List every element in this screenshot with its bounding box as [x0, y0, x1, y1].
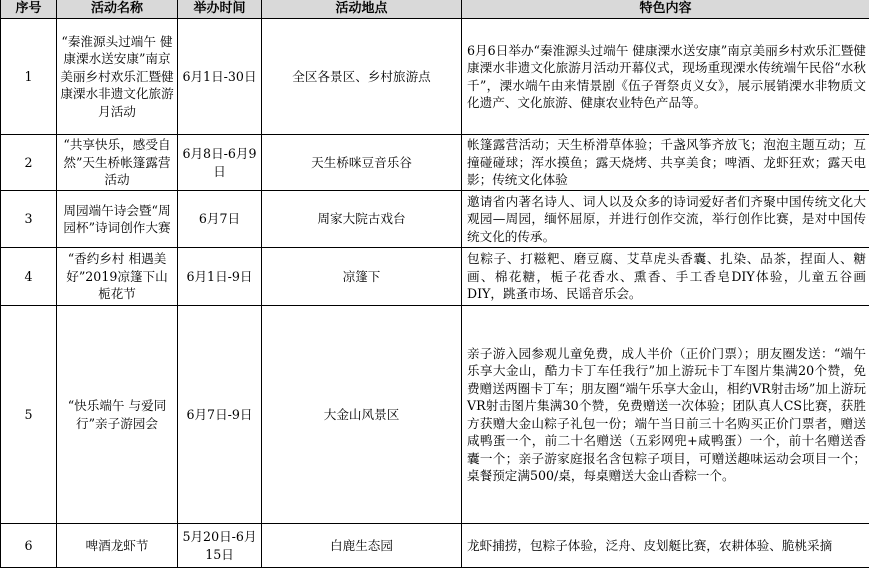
- table-row: [1, 135, 869, 191]
- table-row: [1, 524, 869, 568]
- activity-place: 周家大院古戏台: [262, 191, 462, 248]
- activity-time: 6月1日-9日: [178, 248, 262, 306]
- row-number: 2: [1, 135, 57, 191]
- activity-name: 啤酒龙虾节: [57, 524, 178, 568]
- header-activity-name: 活动名称: [57, 0, 178, 19]
- activity-name: “共享快乐，感受自然”天生桥帐篷露营活动: [57, 135, 178, 191]
- activity-features: 邀请省内著名诗人、词人以及众多的诗词爱好者们齐聚中国传统文化大观园—周园，缅怀屈原，并进行创作交流，举行创作比赛，是对中国传统文化的传承。: [462, 191, 869, 248]
- activity-features: 龙虾捕捞，包粽子体验，泛舟、皮划艇比赛，农耕体验、脆桃采摘: [462, 524, 869, 568]
- activity-features: 包粽子、打糍粑、磨豆腐、艾草虎头香囊、扎染、品茶，捏面人、糖画、棉花糖，栀子花香水、熏香、手工香皂DIY体验，儿童五谷画DIY，跳蚤市场、民谣音乐会。: [462, 248, 869, 306]
- activity-name: “秦淮源头过端午 健康溧水送安康”南京美丽乡村欢乐汇暨健康溧水非遗文化旅游月活动: [57, 19, 178, 135]
- row-number: 6: [1, 524, 57, 568]
- activity-time: 6月1日-30日: [178, 19, 262, 135]
- row-number: 1: [1, 19, 57, 135]
- activity-place: 大金山风景区: [262, 306, 462, 524]
- activity-features: 6月6日举办“秦淮源头过端午 健康溧水送安康”南京美丽乡村欢乐汇暨健康溧水非遗文化旅游月活动开幕仪式，现场重现溧水传统端午民俗“水秋千”，溧水端午由来情景剧《伍子胥祭贞义女》，展示展销溧水非物质文化遗产、文化旅游、健康农业特色产品等。: [462, 19, 869, 135]
- table-row: [1, 248, 869, 306]
- activity-name: “快乐端午 与爱同行”亲子游园会: [57, 306, 178, 524]
- activity-name: “香约乡村 相遇美好”2019凉篷下山栀花节: [57, 248, 178, 306]
- activity-place: 全区各景区、乡村旅游点: [262, 19, 462, 135]
- activity-time: 5月20日-6月15日: [178, 524, 262, 568]
- activity-name: 周园端午诗会暨“周园杯”诗词创作大赛: [57, 191, 178, 248]
- row-number: 3: [1, 191, 57, 248]
- header-time: 举办时间: [178, 0, 262, 19]
- table-row: [1, 191, 869, 248]
- row-number: 4: [1, 248, 57, 306]
- header-features: 特色内容: [462, 0, 869, 19]
- activity-place: 白鹿生态园: [262, 524, 462, 568]
- table-row: [1, 306, 869, 524]
- activity-place: 凉篷下: [262, 248, 462, 306]
- activity-time: 6月8日-6月9日: [178, 135, 262, 191]
- table-header-row: [1, 0, 869, 19]
- header-number: 序号: [1, 0, 57, 19]
- activity-time: 6月7日-9日: [178, 306, 262, 524]
- activity-features: 帐篷露营活动；天生桥滑草体验；千盏风筝齐放飞；泡泡主题互动；互撞碰碰球；浑水摸鱼；露天烧烤、共享美食；啤酒、龙虾狂欢；露天电影；传统文化体验: [462, 135, 869, 191]
- row-number: 5: [1, 306, 57, 524]
- activity-place: 天生桥咪豆音乐谷: [262, 135, 462, 191]
- table-row: [1, 19, 869, 135]
- activity-features: 亲子游入园参观儿童免费，成人半价（正价门票）；朋友圈发送：“端午乐享大金山，酷力卡丁车任我行”加上游玩卡丁车图片集满20个赞，免费赠送两圈卡丁车；朋友圈“端午乐享大金山，相约VR射击场”加上游玩VR射击图片集满30个赞，免费赠送一次体验；团队真人CS比赛，获胜方获赠大金山粽子礼包一份；端午当日前三十名购买正价门票者，赠送咸鸭蛋一个，前二十名赠送（五彩网兜+咸鸭蛋）一个，前十名赠送香囊一个；亲子游家庭报名含包粽子项目，可赠送趣味运动会项目一个；桌餐预定满500/桌，每桌赠送大金山香粽一个。: [462, 306, 869, 524]
- header-place: 活动地点: [262, 0, 462, 19]
- activity-time: 6月7日: [178, 191, 262, 248]
